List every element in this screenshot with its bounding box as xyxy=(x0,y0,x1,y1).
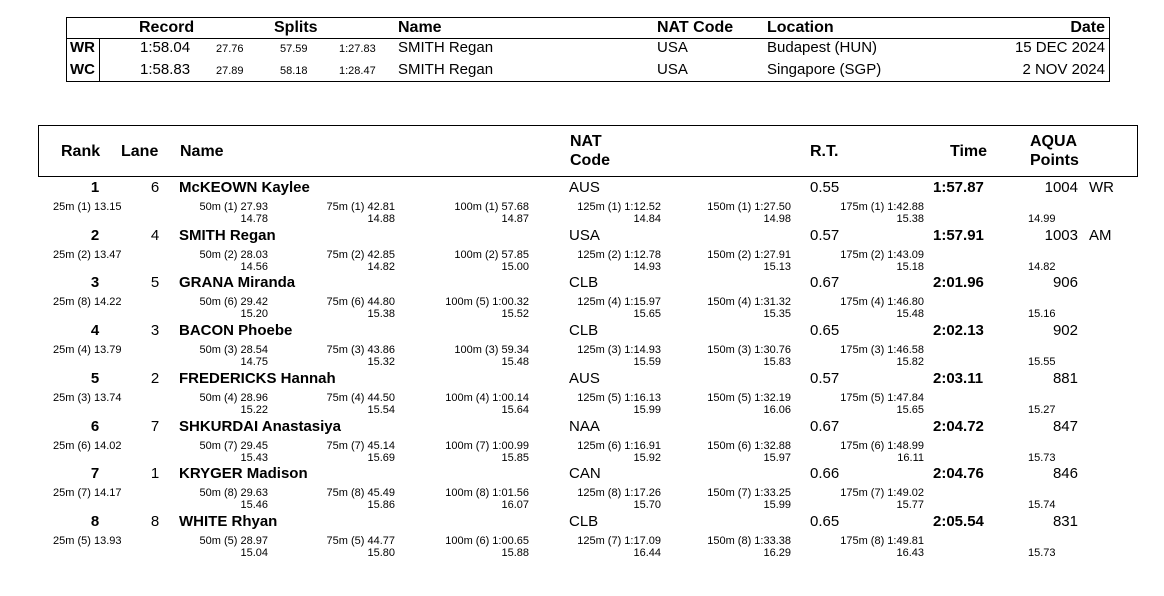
split-50m-delta: 15.22 xyxy=(240,403,268,416)
record-header-location: Location xyxy=(767,19,834,36)
split-150m-delta: 15.97 xyxy=(763,451,791,464)
split-75m-delta: 15.38 xyxy=(367,308,395,321)
split-175m: 175m (3) 1:46.58 xyxy=(840,344,924,357)
split-75m-delta: 14.82 xyxy=(367,260,395,273)
split-100m: 100m (1) 57.68 xyxy=(454,201,529,213)
split-150m-delta: 14.98 xyxy=(763,213,791,225)
split-100m-delta: 15.64 xyxy=(501,403,529,416)
split-150m-delta: 16.06 xyxy=(763,403,791,416)
record-holder-name: SMITH Regan xyxy=(398,39,494,56)
result-nat-code: AUS xyxy=(569,369,600,387)
split-175m: 175m (8) 1:49.81 xyxy=(840,534,924,547)
result-row xyxy=(38,225,1138,273)
split-100m-delta: 15.48 xyxy=(501,356,529,369)
results-header-rt: R.T. xyxy=(810,143,839,160)
result-reaction-time: 0.57 xyxy=(810,369,840,387)
split-50m-delta: 15.43 xyxy=(240,451,268,464)
split-100m: 100m (7) 1:00.99 xyxy=(445,439,529,452)
split-75m: 75m (5) 44.77 xyxy=(326,534,395,547)
results-header-rank: Rank xyxy=(61,143,101,160)
split-175m-delta: 15.48 xyxy=(896,308,924,321)
results-header-code: Code xyxy=(570,152,610,169)
result-points: 831 xyxy=(1052,512,1078,530)
split-150m: 150m (6) 1:32.88 xyxy=(707,439,791,452)
record-type-divider xyxy=(99,38,100,81)
split-50m: 50m (5) 28.97 xyxy=(199,534,268,547)
result-rank: 4 xyxy=(90,322,100,340)
result-nat-code: NAA xyxy=(569,417,600,435)
result-time: 2:03.11 xyxy=(933,369,984,387)
result-nat-code: CLB xyxy=(569,274,599,292)
split-200m-delta: 15.55 xyxy=(1028,356,1056,369)
split-175m-delta: 16.43 xyxy=(896,546,924,559)
split-100m-delta: 14.87 xyxy=(501,213,529,225)
result-points: 906 xyxy=(1052,274,1078,292)
result-lane: 3 xyxy=(150,322,160,340)
result-row xyxy=(38,416,1138,464)
split-200m-delta: 15.73 xyxy=(1028,451,1056,464)
split-125m: 125m (2) 1:12.78 xyxy=(577,248,661,261)
split-25m: 25m (2) 13.47 xyxy=(53,248,122,261)
split-100m: 100m (3) 59.34 xyxy=(454,344,529,357)
split-50m: 50m (6) 29.42 xyxy=(199,296,268,309)
result-time: 2:02.13 xyxy=(933,322,984,340)
split-50m: 50m (2) 28.03 xyxy=(199,248,268,261)
result-rank: 1 xyxy=(90,179,100,196)
split-150m: 150m (4) 1:31.32 xyxy=(707,296,791,309)
result-reaction-time: 0.57 xyxy=(810,226,840,244)
split-100m: 100m (2) 57.85 xyxy=(454,248,529,261)
record-type: WR xyxy=(70,39,95,56)
result-reaction-time: 0.67 xyxy=(810,274,840,292)
result-rank: 8 xyxy=(90,512,100,530)
record-header-date: Date xyxy=(1070,19,1105,36)
split-100m-delta: 16.07 xyxy=(501,499,529,512)
split-125m: 125m (7) 1:17.09 xyxy=(577,534,661,547)
split-125m-delta: 15.65 xyxy=(633,308,661,321)
split-200m-delta: 14.82 xyxy=(1028,260,1056,273)
result-time: 2:04.76 xyxy=(933,465,984,483)
result-points: 847 xyxy=(1052,417,1078,435)
result-nat-code: AUS xyxy=(569,179,600,196)
split-25m: 25m (7) 14.17 xyxy=(53,487,122,500)
split-125m: 125m (5) 1:16.13 xyxy=(577,391,661,404)
record-split-50: 27.89 xyxy=(216,65,244,77)
split-25m: 25m (1) 13.15 xyxy=(53,201,122,213)
split-175m-delta: 15.38 xyxy=(896,213,924,225)
result-points: 1003 xyxy=(1044,226,1078,244)
split-175m-delta: 15.65 xyxy=(896,403,924,416)
split-50m-delta: 14.56 xyxy=(240,260,268,273)
result-points: 902 xyxy=(1052,322,1078,340)
record-date: 2 NOV 2024 xyxy=(1022,61,1105,78)
result-nat-code: CAN xyxy=(569,465,601,483)
results-header xyxy=(38,125,1138,177)
result-record-badge: AM xyxy=(1089,226,1112,244)
result-reaction-time: 0.67 xyxy=(810,417,840,435)
record-header-nat: NAT Code xyxy=(657,19,734,36)
split-75m-delta: 15.54 xyxy=(367,403,395,416)
split-75m-delta: 15.80 xyxy=(367,546,395,559)
split-50m-delta: 15.04 xyxy=(240,546,268,559)
split-75m: 75m (6) 44.80 xyxy=(326,296,395,309)
result-rank: 3 xyxy=(90,274,100,292)
split-125m-delta: 15.99 xyxy=(633,403,661,416)
record-time: 1:58.83 xyxy=(140,61,191,78)
results-header-points: Points xyxy=(1030,152,1079,169)
split-125m: 125m (4) 1:15.97 xyxy=(577,296,661,309)
result-points: 846 xyxy=(1052,465,1078,483)
results-header-lane: Lane xyxy=(121,143,159,160)
split-75m: 75m (3) 43.86 xyxy=(326,344,395,357)
result-lane: 8 xyxy=(150,512,160,530)
record-header-name: Name xyxy=(398,19,442,36)
record-table xyxy=(66,17,1110,82)
result-row xyxy=(38,320,1138,368)
split-125m-delta: 15.59 xyxy=(633,356,661,369)
split-175m: 175m (7) 1:49.02 xyxy=(840,487,924,500)
record-date: 15 DEC 2024 xyxy=(1014,39,1105,56)
split-125m-delta: 15.92 xyxy=(633,451,661,464)
result-row xyxy=(38,511,1138,559)
split-200m-delta: 15.73 xyxy=(1028,546,1056,559)
split-150m: 150m (7) 1:33.25 xyxy=(707,487,791,500)
split-200m-delta: 15.16 xyxy=(1028,308,1056,321)
split-125m-delta: 16.44 xyxy=(633,546,661,559)
record-split-100: 58.18 xyxy=(280,65,308,77)
split-125m-delta: 15.70 xyxy=(633,499,661,512)
split-125m-delta: 14.93 xyxy=(633,260,661,273)
record-nat: USA xyxy=(657,39,688,56)
result-lane: 6 xyxy=(150,179,160,196)
split-150m-delta: 15.99 xyxy=(763,499,791,512)
result-reaction-time: 0.55 xyxy=(810,179,840,196)
results-header-time: Time xyxy=(950,143,988,160)
split-100m-delta: 15.88 xyxy=(501,546,529,559)
results-header-nat: NAT xyxy=(570,133,602,150)
record-holder-name: SMITH Regan xyxy=(398,61,494,78)
result-rank: 2 xyxy=(90,226,100,244)
split-175m: 175m (6) 1:48.99 xyxy=(840,439,924,452)
result-row xyxy=(38,368,1138,416)
result-lane: 1 xyxy=(150,465,160,483)
result-time: 1:57.91 xyxy=(933,226,984,244)
split-150m-delta: 16.29 xyxy=(763,546,791,559)
split-50m-delta: 14.75 xyxy=(240,356,268,369)
record-header-record: Record xyxy=(139,19,195,36)
split-150m: 150m (3) 1:30.76 xyxy=(707,344,791,357)
record-time: 1:58.04 xyxy=(140,39,191,56)
split-125m: 125m (6) 1:16.91 xyxy=(577,439,661,452)
split-25m: 25m (8) 14.22 xyxy=(53,296,122,309)
result-lane: 5 xyxy=(150,274,160,292)
result-swimmer-name: WHITE Rhyan xyxy=(179,512,278,530)
split-150m: 150m (5) 1:32.19 xyxy=(707,391,791,404)
record-location: Singapore (SGP) xyxy=(767,61,882,78)
result-rank: 7 xyxy=(90,465,100,483)
split-150m-delta: 15.83 xyxy=(763,356,791,369)
split-175m-delta: 16.11 xyxy=(897,451,924,464)
result-swimmer-name: SHKURDAI Anastasiya xyxy=(179,417,341,435)
split-175m-delta: 15.82 xyxy=(896,356,924,369)
split-200m-delta: 15.74 xyxy=(1028,499,1056,512)
split-75m-delta: 15.86 xyxy=(367,499,395,512)
result-swimmer-name: SMITH Regan xyxy=(179,226,276,244)
result-swimmer-name: FREDERICKS Hannah xyxy=(179,369,336,387)
split-100m: 100m (5) 1:00.32 xyxy=(445,296,529,309)
record-nat: USA xyxy=(657,61,688,78)
record-split-100: 57.59 xyxy=(280,43,308,55)
split-175m: 175m (4) 1:46.80 xyxy=(840,296,924,309)
result-swimmer-name: GRANA Miranda xyxy=(179,274,296,292)
split-175m-delta: 15.77 xyxy=(896,499,924,512)
split-75m: 75m (4) 44.50 xyxy=(326,391,395,404)
split-125m-delta: 14.84 xyxy=(633,213,661,225)
result-row xyxy=(38,272,1138,320)
split-175m: 175m (1) 1:42.88 xyxy=(840,201,924,213)
split-150m-delta: 15.13 xyxy=(763,260,791,273)
split-75m: 75m (2) 42.85 xyxy=(326,248,395,261)
split-150m: 150m (8) 1:33.38 xyxy=(707,534,791,547)
split-50m-delta: 15.20 xyxy=(240,308,268,321)
split-75m-delta: 15.69 xyxy=(367,451,395,464)
results-header-aqua: AQUA xyxy=(1030,133,1078,150)
split-50m: 50m (1) 27.93 xyxy=(199,201,268,213)
results-header-name: Name xyxy=(180,143,224,160)
result-swimmer-name: BACON Phoebe xyxy=(179,322,293,340)
result-rank: 6 xyxy=(90,417,100,435)
split-75m: 75m (7) 45.14 xyxy=(326,439,395,452)
split-200m-delta: 15.27 xyxy=(1028,403,1056,416)
result-reaction-time: 0.65 xyxy=(810,512,840,530)
split-50m: 50m (3) 28.54 xyxy=(199,344,268,357)
split-100m-delta: 15.85 xyxy=(501,451,529,464)
split-25m: 25m (3) 13.74 xyxy=(53,391,122,404)
split-100m: 100m (6) 1:00.65 xyxy=(445,534,529,547)
split-150m-delta: 15.35 xyxy=(763,308,791,321)
split-125m: 125m (1) 1:12.52 xyxy=(577,201,661,213)
split-150m: 150m (2) 1:27.91 xyxy=(707,248,791,261)
result-lane: 7 xyxy=(150,417,160,435)
split-175m: 175m (5) 1:47.84 xyxy=(840,391,924,404)
split-50m-delta: 14.78 xyxy=(240,213,268,225)
result-time: 2:01.96 xyxy=(933,274,984,292)
result-swimmer-name: KRYGER Madison xyxy=(179,465,308,483)
record-header-splits: Splits xyxy=(274,19,318,36)
result-lane: 2 xyxy=(150,369,160,387)
result-time: 2:05.54 xyxy=(933,512,984,530)
result-time: 1:57.87 xyxy=(933,179,984,196)
result-reaction-time: 0.66 xyxy=(810,465,840,483)
split-100m-delta: 15.52 xyxy=(501,308,529,321)
record-type: WC xyxy=(70,61,95,78)
result-row xyxy=(38,463,1138,511)
split-50m: 50m (7) 29.45 xyxy=(199,439,268,452)
split-200m-delta: 14.99 xyxy=(1028,213,1056,225)
split-125m: 125m (3) 1:14.93 xyxy=(577,344,661,357)
result-nat-code: CLB xyxy=(569,322,599,340)
result-row xyxy=(38,177,1138,225)
result-lane: 4 xyxy=(150,226,160,244)
split-100m: 100m (8) 1:01.56 xyxy=(445,487,529,500)
record-split-150: 1:27.83 xyxy=(339,43,376,55)
split-150m: 150m (1) 1:27.50 xyxy=(707,201,791,213)
result-rank: 5 xyxy=(90,369,100,387)
result-record-badge: WR xyxy=(1089,179,1114,196)
split-175m-delta: 15.18 xyxy=(896,260,924,273)
split-75m-delta: 14.88 xyxy=(367,213,395,225)
result-nat-code: USA xyxy=(569,226,600,244)
split-75m: 75m (1) 42.81 xyxy=(326,201,395,213)
result-time: 2:04.72 xyxy=(933,417,984,435)
split-50m: 50m (8) 29.63 xyxy=(199,487,268,500)
record-split-50: 27.76 xyxy=(216,43,244,55)
split-25m: 25m (4) 13.79 xyxy=(53,344,122,357)
split-25m: 25m (5) 13.93 xyxy=(53,534,122,547)
split-100m: 100m (4) 1:00.14 xyxy=(445,391,529,404)
result-swimmer-name: McKEOWN Kaylee xyxy=(179,179,310,196)
result-points: 1004 xyxy=(1044,179,1078,196)
record-header-divider xyxy=(67,38,1109,39)
result-points: 881 xyxy=(1052,369,1078,387)
result-nat-code: CLB xyxy=(569,512,599,530)
split-75m: 75m (8) 45.49 xyxy=(326,487,395,500)
record-location: Budapest (HUN) xyxy=(767,39,878,56)
split-50m-delta: 15.46 xyxy=(240,499,268,512)
split-175m: 175m (2) 1:43.09 xyxy=(840,248,924,261)
split-50m: 50m (4) 28.96 xyxy=(199,391,268,404)
result-reaction-time: 0.65 xyxy=(810,322,840,340)
split-75m-delta: 15.32 xyxy=(367,356,395,369)
split-100m-delta: 15.00 xyxy=(501,260,529,273)
split-25m: 25m (6) 14.02 xyxy=(53,439,122,452)
split-125m: 125m (8) 1:17.26 xyxy=(577,487,661,500)
record-split-150: 1:28.47 xyxy=(339,65,376,77)
